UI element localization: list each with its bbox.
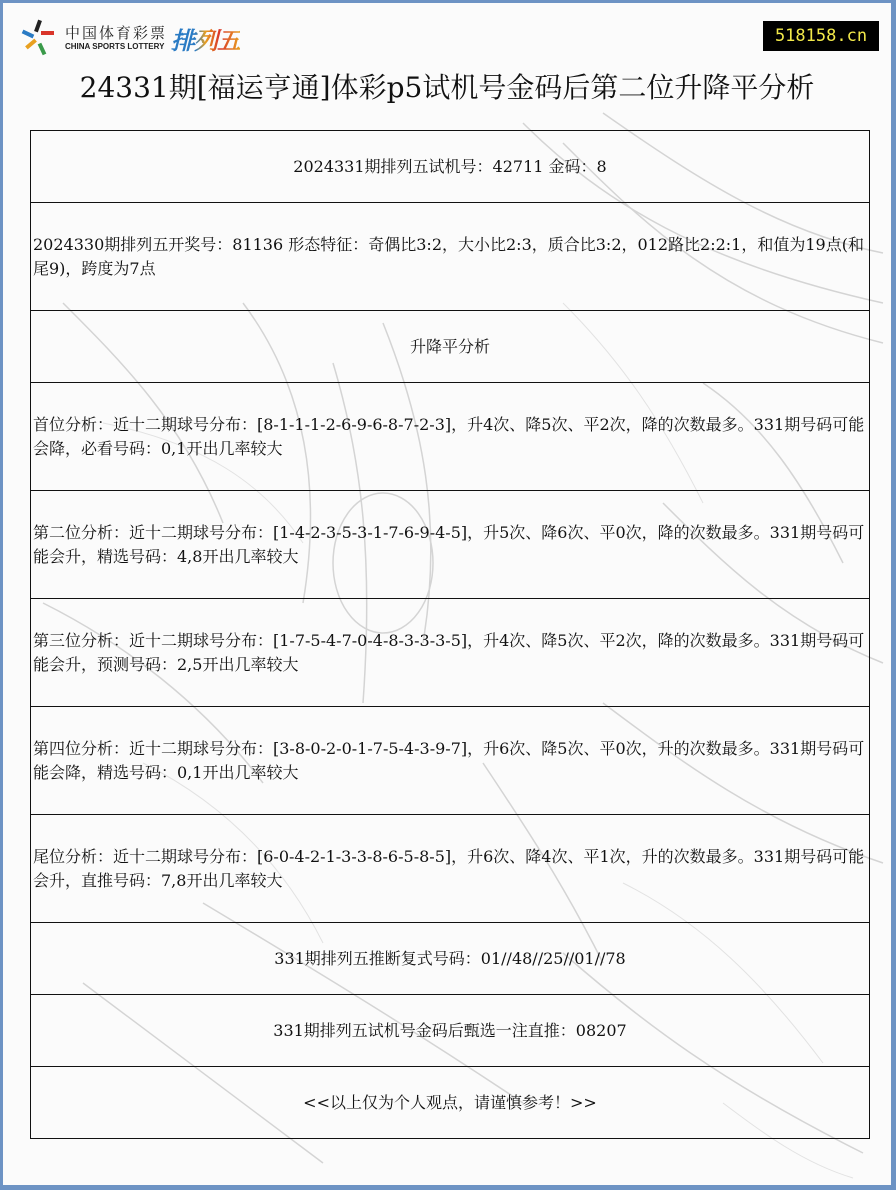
previous-draw-cell: 2024330期排列五开奖号：81136 形态特征：奇偶比3:2，大小比2:3，质合比3:2，012路比2:2:1，和值为19点(和尾9)，跨度为7点	[31, 203, 870, 311]
first-position-analysis: 首位分析：近十二期球号分布：[8-1-1-1-2-6-9-6-8-7-2-3]，升4次、降5次、平2次，降的次数最多。331期号码可能会降，必看号码：0,1开出几率较大	[31, 383, 870, 491]
lottery-star-icon	[19, 18, 59, 58]
table-row	[31, 383, 870, 491]
table-row	[31, 1067, 870, 1139]
table-row	[31, 311, 870, 383]
lottery-logo[interactable]	[19, 18, 240, 58]
second-position-analysis: 第二位分析：近十二期球号分布：[1-4-2-3-5-3-1-7-6-9-4-5]，升5次、降6次、平0次，降的次数最多。331期号码可能会升，精选号码：4,8开出几率较大	[31, 491, 870, 599]
logo-product-name: 排列五	[171, 21, 240, 56]
page-title: 24331期[福运亨通]体彩p5试机号金码后第二位升降平分析	[79, 71, 815, 104]
table-row	[31, 491, 870, 599]
site-badge[interactable]: 518158.cn	[763, 21, 879, 51]
third-position-analysis: 第三位分析：近十二期球号分布：[1-7-5-4-7-0-4-8-3-3-3-5]，升4次、降5次、平2次，降的次数最多。331期号码可能会升，预测号码：2,5开出几率较大	[31, 599, 870, 707]
fourth-position-analysis: 第四位分析：近十二期球号分布：[3-8-0-2-0-1-7-5-4-3-9-7]，升6次、降5次、平0次，升的次数最多。331期号码可能会降，精选号码：0,1开出几率较大	[31, 707, 870, 815]
compound-numbers-cell: 331期排列五推断复式号码：01//48//25//01//78	[31, 923, 870, 995]
table-row	[31, 707, 870, 815]
analysis-table	[30, 130, 870, 1139]
header	[3, 3, 891, 63]
table-row	[31, 131, 870, 203]
table-row	[31, 923, 870, 995]
trial-number-cell: 2024331期排列五试机号：42711 金码：8	[31, 131, 870, 203]
table-row	[31, 203, 870, 311]
table-row	[31, 995, 870, 1067]
disclaimer-cell: <<以上仅为个人观点，请谨慎参考！>>	[31, 1067, 870, 1139]
logo-cn-text: 中国体育彩票	[65, 23, 168, 42]
table-row	[31, 815, 870, 923]
page-frame	[3, 3, 891, 1185]
table-row	[31, 599, 870, 707]
logo-en-text: CHINA SPORTS LOTTERY	[65, 41, 165, 51]
last-position-analysis: 尾位分析：近十二期球号分布：[6-0-4-2-1-3-3-8-6-5-8-5]，升6次、降4次、平1次，升的次数最多。331期号码可能会升，直推号码：7,8开出几率较大	[31, 815, 870, 923]
section-heading-cell: 升降平分析	[31, 311, 870, 383]
direct-pick-cell: 331期排列五试机号金码后甄选一注直推：08207	[31, 995, 870, 1067]
